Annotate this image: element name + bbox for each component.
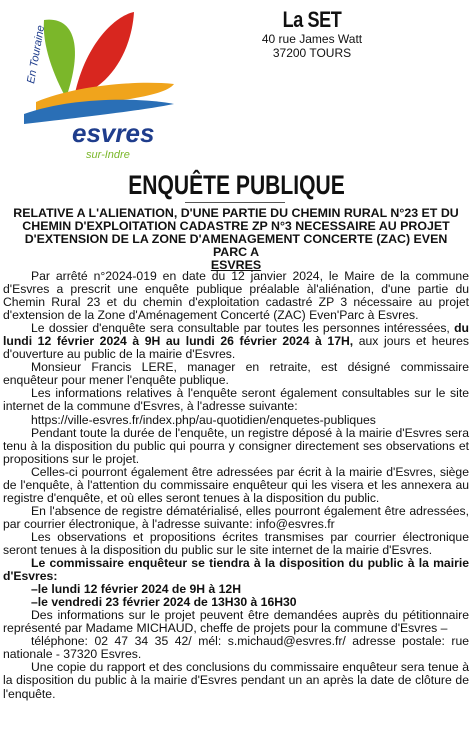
paragraph-commissaire: Monsieur Francis LERE, manager en retraite, est désigné commissaire enquêteur pour mener l'enquête publique. [3, 360, 469, 388]
logo-text-sub: sur-Indre [86, 149, 130, 161]
paragraph-permanences: Le commissaire enquêteur se tiendra à la disposition du public à la mairie d'Esvres: [3, 556, 469, 584]
consultation-intro: Le dossier d'enquête sera consultable par toutes les personnes intéressées, [31, 321, 455, 336]
paragraph-ecrit: Celles-ci pourront également être adressées par écrit à la mairie d'Esvres, siège de l'enquête, à l'attention du commissaire enquêteur qui les visera et les annexera au registre d'enquête, et où elles seront tenues à la disposition du public. [3, 464, 469, 505]
subtitle-line-3: D'EXTENSION DE LA ZONE D'AMENAGEMENT CONCERTE (ZAC) EVEN PARC A [24, 232, 448, 259]
permanence-date-1: –le lundi 12 février 2024 de 9H à 12H [31, 582, 242, 597]
logo-green-leaf [44, 20, 75, 98]
notice-body [3, 270, 469, 701]
paragraph-contact: téléphone: 02 47 34 35 42/ mél: s.michaud@esvres.fr/ adresse postale: rue nationale - 37320 Esvres. [3, 634, 469, 662]
paragraph-informations: Des informations sur le projet peuvent être demandées auprès du pétitionnaire représenté par Madame MICHAUD, cheffe de projets pour la commune d'Esvres – [3, 608, 469, 636]
organization-address [232, 8, 392, 60]
notice-subtitle [6, 207, 466, 272]
consultation-dates: du lundi 12 février 2024 à 9H au lundi 26 février 2024 à 17H, [3, 321, 469, 349]
logo-text-main: esvres [72, 118, 155, 148]
organization-name: La SET [282, 7, 342, 32]
paragraph-registre: Pendant toute la durée de l'enquête, un registre déposé à la mairie d'Esvres sera tenu à la disposition du public qui pourra y consigner directement ses observations et propositions sur le projet. [3, 425, 469, 466]
paragraph-site-internet: Les informations relatives à l'enquête seront également consultables sur le site internet de la commune d'Esvres, à l'adresse suivante: [3, 386, 469, 414]
logo-text-top: En Touraine [25, 24, 48, 85]
subtitle-line-2: CHEMIN D'EXPLOITATION CADASTRE ZP N°3 NECESSAIRE AU PROJET [22, 219, 450, 233]
consultation-hours: aux jours et heures d'ouverture au public de la mairie d'Esvres. [3, 334, 469, 362]
subtitle-line-1: RELATIVE A L'ALIENATION, D'UNE PARTIE DU CHEMIN RURAL N°23 ET DU [13, 206, 459, 220]
paragraph-email: En l'absence de registre dématérialisé, elles pourront également être adressées, par courrier électronique, à l'adresse suivante: info@esvres.fr [3, 503, 469, 531]
title-rule [185, 202, 285, 203]
paragraph-rapport: Une copie du rapport et des conclusions du commissaire enquêteur sera tenue à la disposition du public à la mairie d'Esvres pendant un an après la date de clôture de l'enquête. [3, 660, 469, 701]
address-line-2: 37200 TOURS [272, 46, 352, 60]
permanence-date-2: –le vendredi 23 février 2024 de 13H30 à 16H30 [31, 595, 297, 610]
subtitle-line-4: ESVRES [210, 258, 262, 272]
paragraph-observations: Les observations et propositions écrites transmises par courrier électronique seront tenues à la disposition du public sur le site internet de la mairie d'Esvres. [3, 529, 469, 557]
esvres-logo [14, 6, 184, 162]
paragraph-consultation [3, 322, 469, 361]
notice-title: ENQUÊTE PUBLIQUE [128, 170, 345, 200]
paragraph-arrete: Par arrêté n°2024-019 en date du 12 janvier 2024, le Maire de la commune d'Esvres a prescrit une enquête publique préalable àl'aliénation, d'une partie du Chemin Rural 23 et du chemin d'exploitation cadastré ZP 3 nécessaire au projet d'extension de la Zone d'Aménagement Concerté (ZAC) Even'Parc à Esvres. [3, 269, 469, 323]
address-line-1: 40 rue James Watt [261, 32, 363, 46]
website-url[interactable]: https://ville-esvres.fr/index.php/au-quotidien/enquetes-publiques [31, 412, 376, 427]
